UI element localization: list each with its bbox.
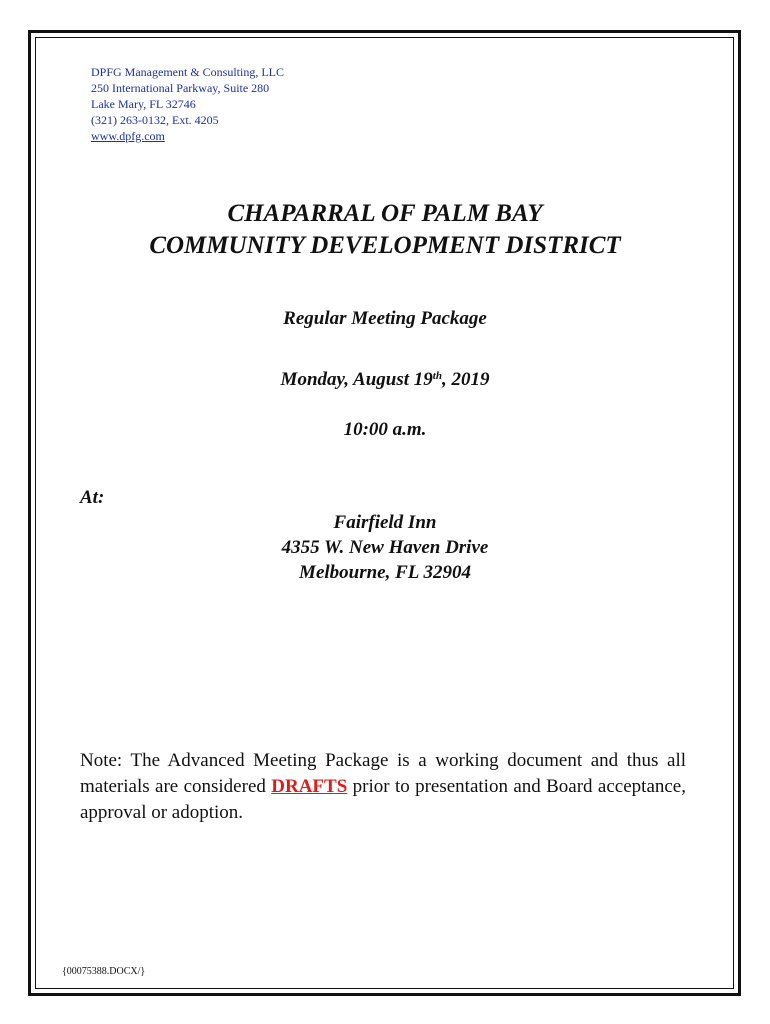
meeting-date-ordinal: th xyxy=(432,370,442,382)
document-title xyxy=(0,198,770,262)
meeting-date-year: , 2019 xyxy=(441,369,490,390)
company-name: DPFG Management & Consulting, LLC xyxy=(91,65,284,79)
company-website-link[interactable]: www.dpfg.com xyxy=(91,129,165,143)
document-id-footer: {00075388.DOCX/} xyxy=(62,966,146,977)
company-address-line1: 250 International Parkway, Suite 280 xyxy=(91,81,270,95)
meeting-time: 10:00 a.m. xyxy=(343,419,427,440)
title-line-2: COMMUNITY DEVELOPMENT DISTRICT xyxy=(149,232,621,259)
note-text-after: prior to presentation and Board acceptance, approval or adoption. xyxy=(80,776,686,823)
meeting-location xyxy=(0,510,770,585)
meeting-date-main: Monday, August 19 xyxy=(280,369,433,390)
company-phone: (321) 263-0132, Ext. 4205 xyxy=(91,113,219,127)
drafts-highlight: DRAFTS xyxy=(271,776,348,797)
company-address-line2: Lake Mary, FL 32746 xyxy=(91,97,196,111)
title-line-1: CHAPARRAL OF PALM BAY xyxy=(227,200,543,227)
company-header xyxy=(91,64,284,144)
venue-city: Melbourne, FL 32904 xyxy=(299,562,471,583)
venue-street: 4355 W. New Haven Drive xyxy=(281,537,489,558)
venue-name: Fairfield Inn xyxy=(333,512,437,533)
meeting-date xyxy=(0,368,770,392)
drafts-note xyxy=(80,748,686,826)
location-label: At: xyxy=(80,487,105,508)
meeting-package-label: Regular Meeting Package xyxy=(283,308,487,329)
note-text-before: Note: The Advanced Meeting Package is a working document and thus all materials are considered xyxy=(80,750,686,797)
